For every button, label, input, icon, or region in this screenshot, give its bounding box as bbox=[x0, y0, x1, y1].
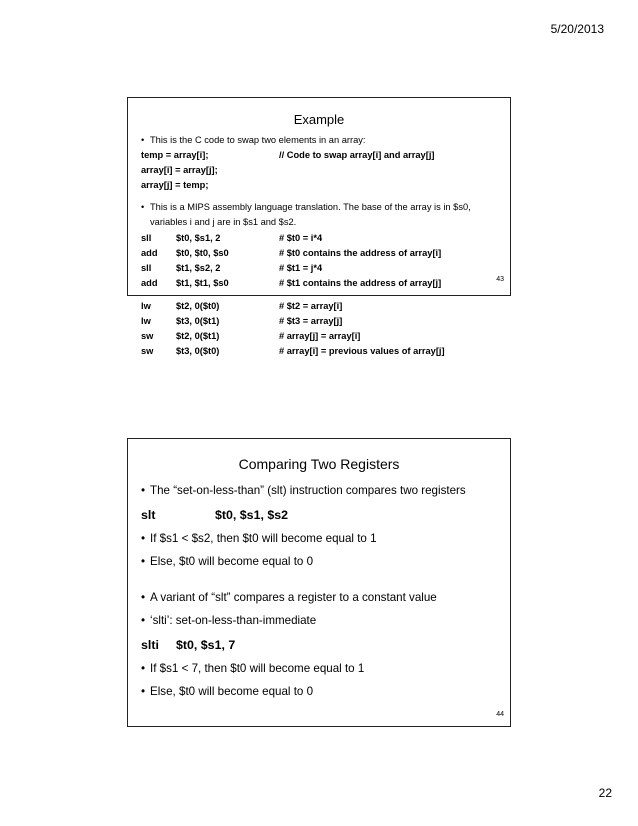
bullet-dot-icon: • bbox=[141, 591, 146, 604]
bullet-dot-icon: • bbox=[141, 614, 146, 627]
asm-opcode: add bbox=[141, 277, 158, 288]
code-opcode: slt bbox=[141, 508, 156, 522]
slide-body bbox=[141, 133, 500, 359]
c-code-line bbox=[141, 148, 500, 163]
bullet-text: If $s1 < $s2, then $t0 will become equal to 1 bbox=[150, 532, 377, 545]
asm-args: $t0, $s1, 2 bbox=[176, 232, 221, 243]
asm-line bbox=[141, 314, 500, 329]
slide-number: 43 bbox=[496, 275, 504, 283]
bullet-text: Else, $t0 will become equal to 0 bbox=[150, 555, 314, 568]
asm-comment: # array[i] = previous values of array[j] bbox=[279, 346, 445, 357]
slide-example bbox=[127, 97, 511, 357]
asm-line bbox=[141, 276, 500, 291]
c-code-line bbox=[141, 163, 500, 178]
asm-comment: # $t3 = array[j] bbox=[279, 316, 343, 327]
asm-line bbox=[141, 344, 500, 359]
slide-title: Example bbox=[293, 112, 345, 127]
asm-args: $t1, $s2, 2 bbox=[176, 262, 221, 273]
asm-opcode: sw bbox=[141, 331, 154, 342]
bullet-dot-icon: • bbox=[141, 484, 146, 497]
bullet-item bbox=[141, 662, 500, 676]
bullet-item bbox=[141, 133, 500, 148]
code-statement: array[j] = temp; bbox=[141, 180, 209, 191]
code-args: $t0, $s1, $s2 bbox=[215, 508, 289, 522]
bullet-item bbox=[141, 591, 500, 605]
asm-args: $t3, 0($t1) bbox=[176, 316, 220, 327]
asm-args: $t0, $t0, $s0 bbox=[176, 247, 229, 258]
asm-line bbox=[141, 261, 500, 276]
asm-opcode: sw bbox=[141, 346, 154, 357]
page-date: 5/20/2013 bbox=[550, 22, 604, 36]
bullet-dot-icon: • bbox=[141, 555, 146, 568]
bullet-text: This is the C code to swap two elements in an array: bbox=[150, 135, 366, 145]
bullet-text: A variant of “slt” compares a register to a constant value bbox=[150, 591, 437, 604]
asm-opcode: lw bbox=[141, 300, 151, 311]
bullet-item bbox=[141, 555, 500, 569]
bullet-item bbox=[141, 200, 500, 230]
asm-comment: # $t1 contains the address of array[j] bbox=[279, 277, 442, 288]
bullet-text: If $s1 < 7, then $t0 will become equal to 1 bbox=[150, 662, 365, 675]
code-statement: temp = array[i]; bbox=[141, 150, 209, 161]
bullet-text: The “set-on-less-than” (slt) instruction compares two registers bbox=[150, 484, 466, 497]
asm-comment: # $t0 contains the address of array[i] bbox=[279, 247, 442, 258]
asm-args: $t2, 0($t0) bbox=[176, 300, 220, 311]
code-line bbox=[141, 637, 500, 653]
bullet-text: Else, $t0 will become equal to 0 bbox=[150, 685, 314, 698]
bullet-dot-icon: • bbox=[141, 135, 145, 145]
bullet-item bbox=[141, 614, 500, 628]
slide-number: 44 bbox=[496, 711, 504, 718]
asm-line bbox=[141, 231, 500, 246]
code-args: $t0, $s1, 7 bbox=[176, 638, 236, 652]
code-opcode: slti bbox=[141, 638, 159, 652]
bullet-item bbox=[141, 484, 500, 498]
code-comment: // Code to swap array[i] and array[j] bbox=[279, 150, 435, 161]
asm-opcode: add bbox=[141, 247, 158, 258]
asm-args: $t1, $t1, $s0 bbox=[176, 277, 229, 288]
bullet-dot-icon: • bbox=[141, 662, 146, 675]
bullet-dot-icon: • bbox=[141, 532, 146, 545]
asm-args: $t2, 0($t1) bbox=[176, 331, 220, 342]
asm-line bbox=[141, 246, 500, 261]
asm-comment: # $t1 = j*4 bbox=[279, 262, 323, 273]
c-code-line bbox=[141, 178, 500, 193]
slide-body bbox=[141, 484, 500, 708]
bullet-text: ‘slti’: set-on-less-than-immediate bbox=[150, 614, 317, 627]
code-statement: array[i] = array[j]; bbox=[141, 165, 218, 176]
bullet-text: This is a MIPS assembly language translation. The base of the array is in $s0, variables i and j are in $s1 and $s2. bbox=[150, 202, 471, 228]
asm-line bbox=[141, 299, 500, 314]
bullet-item bbox=[141, 532, 500, 546]
asm-args: $t3, 0($t0) bbox=[176, 346, 220, 357]
slide-title: Comparing Two Registers bbox=[238, 456, 400, 472]
slide-comparing-registers bbox=[127, 438, 511, 727]
bullet-dot-icon: • bbox=[141, 202, 145, 213]
asm-line bbox=[141, 329, 500, 344]
asm-comment: # $t0 = i*4 bbox=[279, 232, 323, 243]
asm-comment: # $t2 = array[i] bbox=[279, 300, 343, 311]
asm-opcode: sll bbox=[141, 262, 152, 273]
page-number: 22 bbox=[598, 786, 612, 800]
bullet-item bbox=[141, 685, 500, 699]
asm-comment: # array[j] = array[i] bbox=[279, 331, 361, 342]
code-line bbox=[141, 507, 500, 523]
bullet-dot-icon: • bbox=[141, 685, 146, 698]
asm-opcode: sll bbox=[141, 232, 152, 243]
asm-opcode: lw bbox=[141, 316, 151, 327]
